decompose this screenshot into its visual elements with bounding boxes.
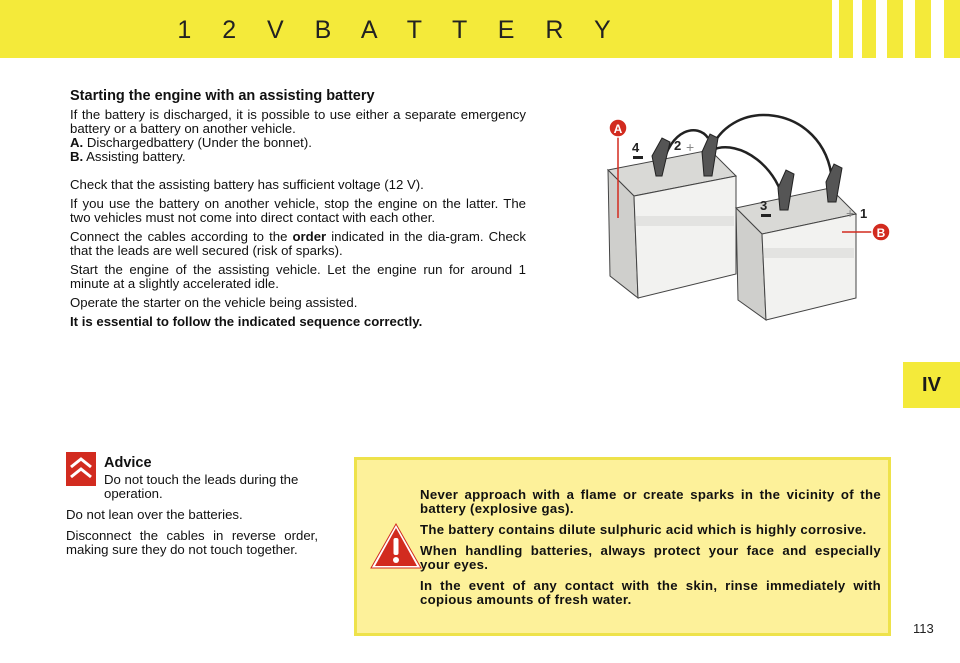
connect-post: indicated in the dia-gram. Check that the leads are well secured (risk of sparks). <box>70 229 526 258</box>
paragraph-connect <box>70 230 526 258</box>
page-header <box>0 0 960 58</box>
intro-text: If the battery is discharged, it is possible to use either a separate emergency battery or a battery on another vehicle. <box>70 107 526 136</box>
item-a-key: A. <box>70 135 84 150</box>
paragraph-starter: Operate the starter on the vehicle being assisted. <box>70 295 358 310</box>
item-b-key: B. <box>70 149 84 164</box>
warning-flame: Never approach with a flame or create sparks in the vicinity of the battery (explosive gas). <box>420 487 881 516</box>
connect-order: order <box>292 229 327 244</box>
callout-a-label: A <box>613 122 623 136</box>
chapter-tab <box>903 362 960 408</box>
warning-icon <box>369 522 423 570</box>
battery-a-illustration <box>608 150 736 298</box>
header-stripe <box>876 0 887 58</box>
item-a-text: Dischargedbattery (Under the bonnet). <box>86 135 312 150</box>
advice-item-leads: Do not touch the leads during the operation. <box>104 472 299 501</box>
step-3-label: 3 <box>760 198 768 213</box>
paragraph-start-engine: Start the engine of the assisting vehicle. Let the engine run for around 1 minute at a slightly accelerated idle. <box>70 262 526 291</box>
plus-sign-a: + <box>686 139 695 155</box>
header-stripe <box>931 0 944 58</box>
connect-pre: Connect the cables according to the <box>70 229 293 244</box>
section-heading: Starting the engine with an assisting battery <box>70 88 375 104</box>
header-stripe <box>832 0 839 58</box>
battery-b-illustration <box>736 188 856 320</box>
battery-connection-diagram <box>590 98 890 328</box>
minus-sign-a <box>633 156 643 159</box>
warning-text <box>420 488 881 614</box>
header-stripe <box>903 0 915 58</box>
advice-item-lean: Do not lean over the batteries. <box>66 507 243 522</box>
chapter-tab-label: IV <box>922 374 941 396</box>
warning-box <box>354 457 891 636</box>
warning-protection: When handling batteries, always protect your face and especially your eyes. <box>420 543 881 572</box>
advice-header <box>66 452 318 508</box>
paragraph-other-vehicle: If you use the battery on another vehicle, stop the engine on the latter. The two vehicles must not come into direct contact with each other. <box>70 196 526 225</box>
step-2-label: 2 <box>674 138 682 153</box>
advice-box <box>66 452 318 564</box>
plus-sign-b: + <box>846 205 855 221</box>
intro-paragraph <box>70 108 526 164</box>
advice-heading: Advice <box>104 455 152 471</box>
callout-b-label: B <box>876 226 886 240</box>
brand-chevron-icon <box>66 452 96 486</box>
step-4-label: 4 <box>632 140 640 155</box>
warning-acid: The battery contains dilute sulphuric acid which is highly corrosive. <box>420 522 867 537</box>
page-number: 113 <box>913 621 934 636</box>
warning-skin-contact: In the event of any contact with the skin, rinse immediately with copious amounts of fresh water. <box>420 578 881 607</box>
advice-item-disconnect: Disconnect the cables in reverse order, making sure they do not touch together. <box>66 528 318 557</box>
item-b-text: Assisting battery. <box>86 149 186 164</box>
header-stripe <box>853 0 862 58</box>
page-title: 1 2 V B A T T E R Y <box>177 16 623 44</box>
paragraph-voltage: Check that the assisting battery has sufficient voltage (12 V). <box>70 177 424 192</box>
step-1-label: 1 <box>860 206 868 221</box>
emphasis-note: It is essential to follow the indicated sequence correctly. <box>70 314 423 329</box>
main-text <box>70 89 526 334</box>
minus-sign-b <box>761 214 771 217</box>
